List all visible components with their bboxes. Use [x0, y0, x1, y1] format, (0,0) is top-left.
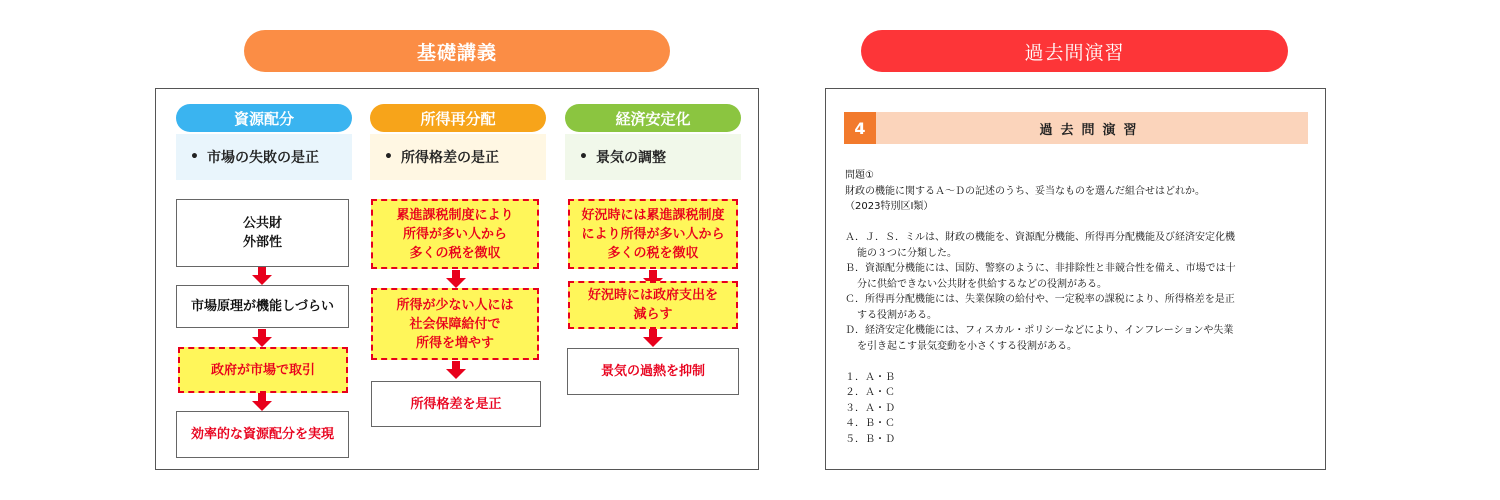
answer-choice: ５．Ｂ・Ｄ [845, 433, 895, 445]
answer-choice: ４．Ｂ・Ｃ [845, 418, 895, 429]
step-box: 市場原理が機能しづらい [176, 285, 349, 328]
column-economic-stabilization [565, 104, 741, 180]
answer-choice: ３．Ａ・Ｄ [845, 402, 895, 414]
statement-b-cont: 分に供給できない公共財を供給するなどの役割がある。 [857, 278, 1107, 290]
statement-d-cont: を引き起こす景気変動を小さくする役割がある。 [857, 340, 1077, 352]
step-box-result: 効率的な資源配分を実現 [176, 411, 349, 458]
column-point-text: 市場の失敗の是正 [206, 150, 319, 166]
step-box: 公共財 外部性 [176, 199, 349, 267]
column-point [370, 134, 546, 180]
column-header: 経済安定化 [565, 104, 741, 132]
question-text: 財政の機能に関するＡ～Ｄの記述のうち、妥当なものを選んだ組合せはどれか。 [845, 185, 1205, 197]
step-box-highlight: 好況時には累進課税制度 により所得が多い人から 多くの税を徴収 [568, 199, 738, 269]
step-box-highlight: 累進課税制度により 所得が多い人から 多くの税を徴収 [371, 199, 539, 269]
column-income-redistribution [370, 104, 546, 180]
answer-choice: ２．Ａ・Ｃ [845, 387, 895, 398]
column-resource-allocation [176, 104, 352, 180]
answer-choice: １．Ａ・Ｂ [845, 371, 895, 383]
step-box-result: 所得格差を是正 [371, 381, 541, 427]
statement-d: Ｄ．経済安定化機能には、フィスカル・ポリシーなどにより、インフレーションや失業 [845, 325, 1234, 336]
column-point [565, 134, 741, 180]
column-point-text: 所得格差の是正 [400, 150, 499, 166]
exam-banner: 過去問演習 [861, 30, 1288, 72]
column-point-text: 景気の調整 [595, 150, 666, 166]
lecture-banner: 基礎講義 [244, 30, 670, 72]
statement-a: Ａ．Ｊ．Ｓ．ミルは、財政の機能を、資源配分機能、所得再分配機能及び経済安定化機 [845, 232, 1235, 243]
question-number: 4 [844, 112, 876, 144]
statement-b: Ｂ．資源配分機能には、国防、警察のように、非排除性と非競合性を備え、市場では十 [845, 263, 1236, 274]
column-header: 所得再分配 [370, 104, 546, 132]
question-label: 問題① [845, 170, 874, 181]
exam-slide [825, 88, 1326, 470]
bullet-icon: • [384, 149, 393, 165]
step-box-highlight: 好況時には政府支出を 減らす [568, 281, 738, 329]
question-body [845, 168, 1315, 447]
question-source: （2023特別区Ⅰ類） [845, 201, 934, 212]
bullet-icon: • [579, 149, 588, 165]
statement-c: Ｃ．所得再分配機能には、失業保険の給付や、一定税率の課税により、所得格差を是正 [845, 294, 1235, 305]
statement-a-cont: 能の３つに分類した。 [857, 247, 957, 259]
statement-c-cont: する役割がある。 [857, 309, 937, 321]
column-header: 資源配分 [176, 104, 352, 132]
column-point [176, 134, 352, 180]
question-header [844, 112, 1308, 144]
lecture-slide [155, 88, 759, 470]
step-box-result: 景気の過熱を抑制 [567, 348, 739, 395]
question-header-title: 過去問演習 [1039, 122, 1145, 138]
step-box-highlight: 政府が市場で取引 [178, 347, 348, 393]
bullet-icon: • [190, 149, 199, 165]
step-box-highlight: 所得が少ない人には 社会保障給付で 所得を増やす [371, 288, 539, 360]
